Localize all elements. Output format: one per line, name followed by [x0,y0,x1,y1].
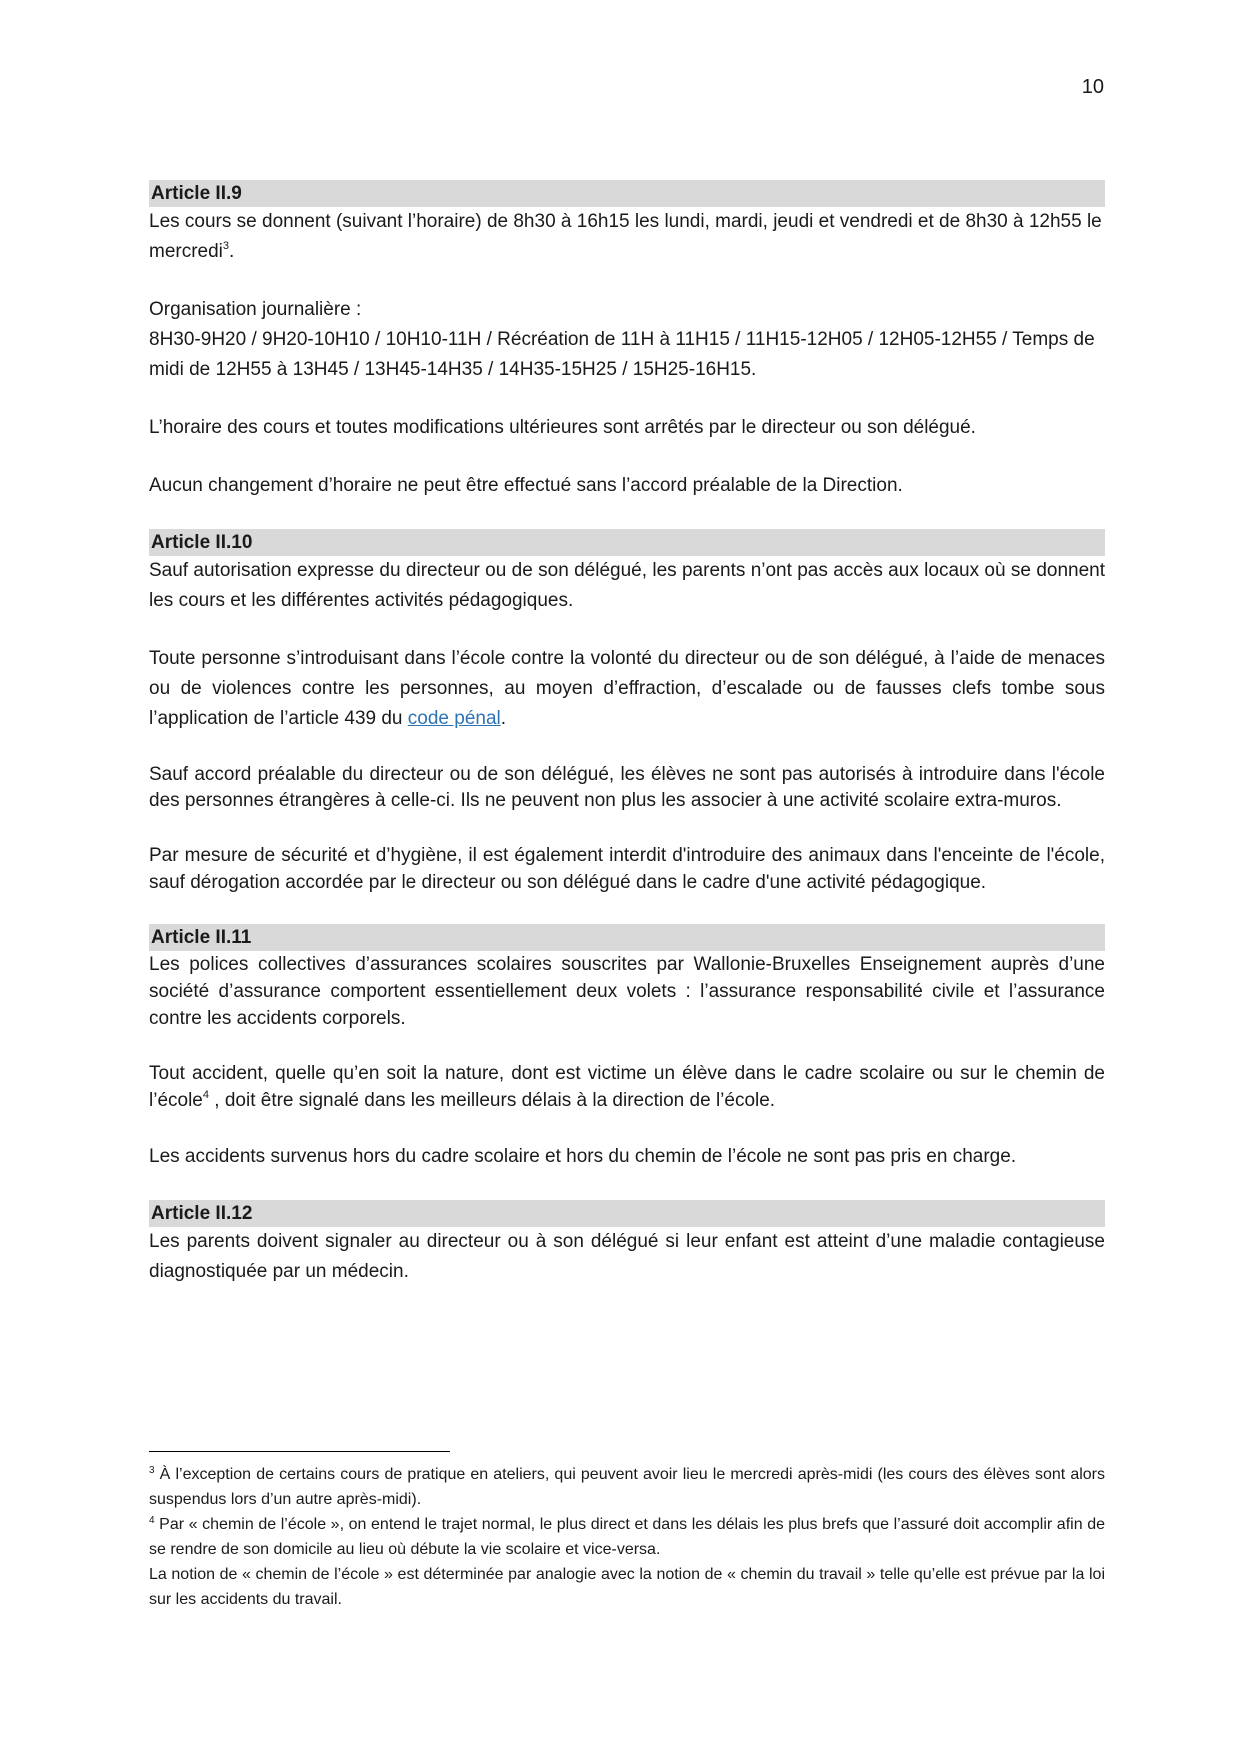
footnote: $^4$ Par « chemin de l’école », on entend le trajet normal, le plus direct et dans les délais les plus brefs que l’assuré doit accomplir afin de se rendre de son domicile au lieu où débute la vie scolaire et vice-versa. [149,1515,1105,1558]
footnotes [149,1462,1105,1612]
footnote-continuation: La notion de « chemin de l’école » est déterminée par analogie avec la notion de « chemin du travail » telle qu’elle est prévue par la loi sur les accidents du travail. [149,1566,1105,1608]
footnote-ref[interactable]: 3 [222,240,230,252]
article-heading: Article II.11 [149,924,1105,951]
article-heading: Article II.12 [149,1200,1105,1227]
paragraph: Les polices collectives d’assurances scolaires souscrites par Wallonie-Bruxelles Enseignement auprès d’une société d’assurance comportent essentiellement deux volets : l’assurance responsabilité civile et l’assurance contre les accidents corporels. [149,954,1105,1029]
paragraph-label: Organisation journalière : [149,299,362,320]
article-heading: Article II.9 [149,180,1105,207]
paragraph: Les cours se donnent (suivant l’horaire) de 8h30 à 16h15 les lundi, mardi, jeudi et vendredi et de 8h30 à 12h55 le mercredi$^3$. [149,211,1102,262]
paragraph: Les accidents survenus hors du cadre scolaire et hors du chemin de l’école ne sont pas pris en charge. [149,1146,1017,1167]
paragraph: Aucun changement d’horaire ne peut être effectué sans l’accord préalable de la Direction. [149,475,903,496]
paragraph: Toute personne s’introduisant dans l’école contre la volonté du directeur ou de son délégué, à l’aide de menaces ou de violences contre les personnes, au moyen d’effraction, d’escalade ou de fausses clefs tombe sous l’application de l’article 439 du code pénal. [149,648,1105,729]
paragraph: Par mesure de sécurité et d’hygiène, il est également interdit d'introduire des animaux dans l'enceinte de l'école, sauf dérogation accordée par le directeur ou son délégué dans le cadre d'une activité pédagogique. [149,845,1105,893]
article-heading: Article II.10 [149,529,1105,556]
paragraph: Les parents doivent signaler au directeur ou à son délégué si leur enfant est atteint d’une maladie contagieuse diagnostiquée par un médecin. [149,1231,1105,1282]
paragraph: Sauf accord préalable du directeur ou de son délégué, les élèves ne sont pas autorisés à introduire dans l'école des personnes étrangères à celle-ci. Ils ne peuvent non plus les associer à une activité scolaire extra-muros. [149,764,1105,811]
footnote: $^3$ À l’exception de certains cours de pratique en ateliers, qui peuvent avoir lieu le mercredi après-midi (les cours des élèves sont alors suspendus lors d’un autre après-midi). [149,1465,1105,1508]
paragraph: Sauf autorisation expresse du directeur ou de son délégué, les parents n’ont pas accès aux locaux où se donnent les cours et les différentes activités pédagogiques. [149,560,1105,611]
schedule-paragraph: 8H30-9H20 / 9H20-10H10 / 10H10-11H / Récréation de 11H à 11H15 / 11H15-12H05 / 12H05-12H55 / Temps de midi de 12H55 à 13H45 / 13H45-14H35 / 14H35-15H25 / 15H25-16H15. [149,329,1095,380]
paragraph: Tout accident, quelle qu’en soit la nature, dont est victime un élève dans le cadre scolaire ou sur le chemin de l’école$^4$ , doit être signalé dans les meilleurs délais à la direction de l’école. [149,1063,1105,1111]
footnote-separator [149,1451,450,1452]
page-number: 10 [1081,76,1104,98]
paragraph: L’horaire des cours et toutes modifications ultérieures sont arrêtés par le directeur ou son délégué. [149,417,976,438]
code-penal-link[interactable]: code pénal [407,708,501,729]
document-body [149,180,1105,1287]
footnote-ref[interactable]: 4 [202,1089,209,1101]
